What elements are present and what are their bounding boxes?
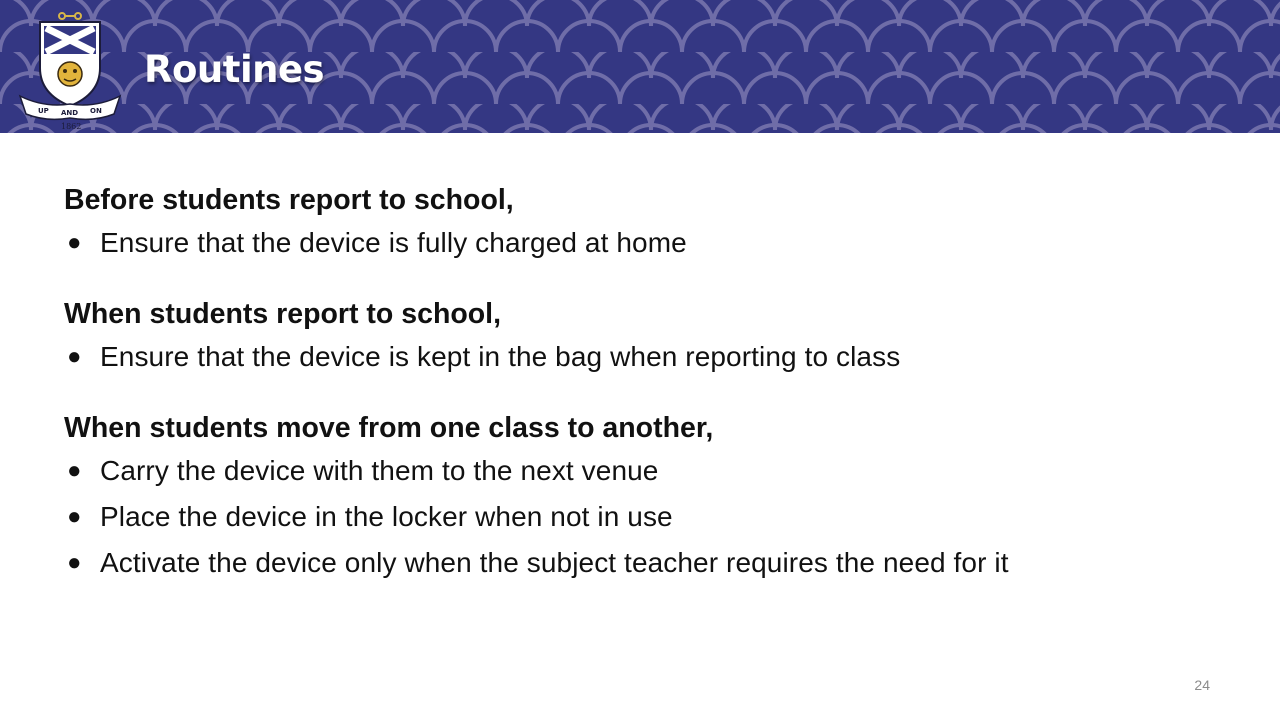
bullet-dot-icon: ● <box>67 457 82 484</box>
list-item <box>64 334 1224 380</box>
bullet-list <box>64 334 1224 380</box>
list-item-text: Ensure that the device is fully charged at home <box>100 227 687 258</box>
motto-and: AND <box>61 109 79 117</box>
page-number: 24 <box>1194 677 1210 693</box>
list-item-text: Ensure that the device is kept in the bag when reporting to class <box>100 341 901 372</box>
section-move-between-classes <box>64 408 1224 586</box>
list-item-text: Place the device in the locker when not in use <box>100 501 673 532</box>
school-crest-icon <box>18 10 122 132</box>
list-item <box>64 540 1224 586</box>
motto-on: ON <box>90 107 102 115</box>
bullet-dot-icon: ● <box>67 503 82 530</box>
motto-up: UP <box>38 107 49 115</box>
list-item <box>64 448 1224 494</box>
list-item <box>64 220 1224 266</box>
bullet-dot-icon: ● <box>67 343 82 370</box>
section-heading: Before students report to school, <box>64 184 514 216</box>
bullet-list <box>64 220 1224 266</box>
section-report-to-school <box>64 294 1224 380</box>
list-item-text: Activate the device only when the subject teacher requires the need for it <box>100 547 1009 578</box>
bullet-list <box>64 448 1224 586</box>
slide-title: Routines <box>144 48 325 91</box>
section-before-school <box>64 180 1224 266</box>
section-heading: When students report to school, <box>64 298 502 330</box>
bullet-dot-icon: ● <box>67 549 82 576</box>
bullet-dot-icon: ● <box>67 229 82 256</box>
section-heading: When students move from one class to another, <box>64 412 714 444</box>
slide-content <box>64 180 1224 586</box>
header-banner <box>0 0 1280 133</box>
list-item <box>64 494 1224 540</box>
crest-year: 1862 <box>61 122 82 131</box>
list-item-text: Carry the device with them to the next venue <box>100 455 659 486</box>
